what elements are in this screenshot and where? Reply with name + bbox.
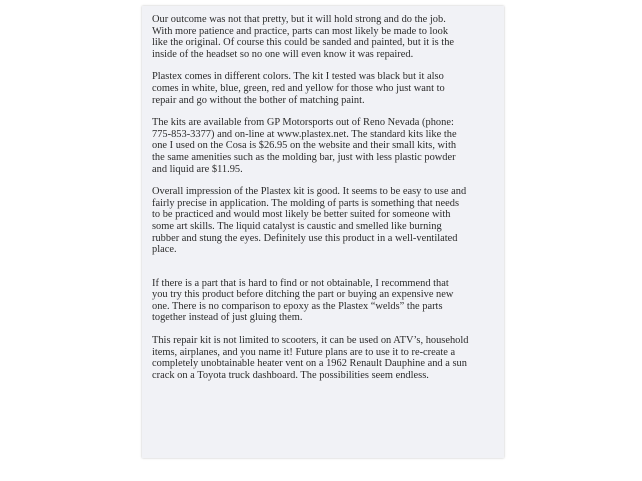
paragraph-outcome <box>152 14 496 60</box>
paragraph-recommendation <box>152 278 496 324</box>
text-line: items, airplanes, and you name it! Future plans are to use it to re-create a <box>152 346 456 358</box>
text-line: With more patience and practice, parts can most likely be made to look <box>152 25 449 37</box>
text-line: one. There is no comparison to epoxy as the Plastex “welds” the parts <box>152 300 443 312</box>
text-line: like the original. Of course this could be sanded and painted, but it is the <box>152 37 455 49</box>
text-line: the same amenities such as the molding bar, just with less plastic powder <box>152 151 456 163</box>
text-line: together instead of just gluing them. <box>152 312 303 324</box>
text-line: This repair kit is not limited to scooters, it can be used on ATV’s, household <box>152 335 469 347</box>
document-page <box>142 6 504 458</box>
text-line: crack on a Toyota truck dashboard. The possibilities seem endless. <box>152 369 429 381</box>
paragraph-future-plans <box>152 335 496 381</box>
text-line: place. <box>152 244 177 256</box>
text-line: Overall impression of the Plastex kit is good. It seems to be easy to use and <box>152 186 467 198</box>
text-line: repair and go without the bother of matching paint. <box>152 94 365 106</box>
text-line: some art skills. The liquid catalyst is caustic and smelled like burning <box>152 220 442 232</box>
text-line: 775-853-3377) and on-line at www.plastex.net. The standard kits like the <box>152 128 457 140</box>
paragraph-availability <box>152 117 496 175</box>
text-line: rubber and stung the eyes. Definitely use this product in a well-ventilated <box>152 232 458 244</box>
text-line: to be practiced and would most likely be better suited for someone with <box>152 209 451 221</box>
article-text <box>152 14 496 392</box>
text-line: comes in white, blue, green, red and yellow for those who just want to <box>152 82 445 94</box>
text-line: inside of the headset so no one will even know it was repaired. <box>152 48 414 60</box>
text-line: The kits are available from GP Motorsports out of Reno Nevada (phone: <box>152 117 454 129</box>
text-line: fairly precise in application. The molding of parts is something that needs <box>152 197 460 209</box>
text-line: Plastex comes in different colors. The kit I tested was black but it also <box>152 71 444 83</box>
text-line: you try this product before ditching the part or buying an expensive new <box>152 289 454 301</box>
text-line: completely unobtainable heater vent on a 1962 Renault Dauphine and a sun <box>152 358 467 370</box>
paragraph-colors <box>152 71 496 106</box>
paragraph-impression <box>152 186 496 256</box>
text-line: If there is a part that is hard to find or not obtainable, I recommend that <box>152 277 449 289</box>
text-line: Our outcome was not that pretty, but it will hold strong and do the job. <box>152 14 446 25</box>
text-line: one I used on the Cosa is $26.95 on the website and their small kits, with <box>152 140 457 152</box>
text-line: and liquid are $11.95. <box>152 163 243 175</box>
